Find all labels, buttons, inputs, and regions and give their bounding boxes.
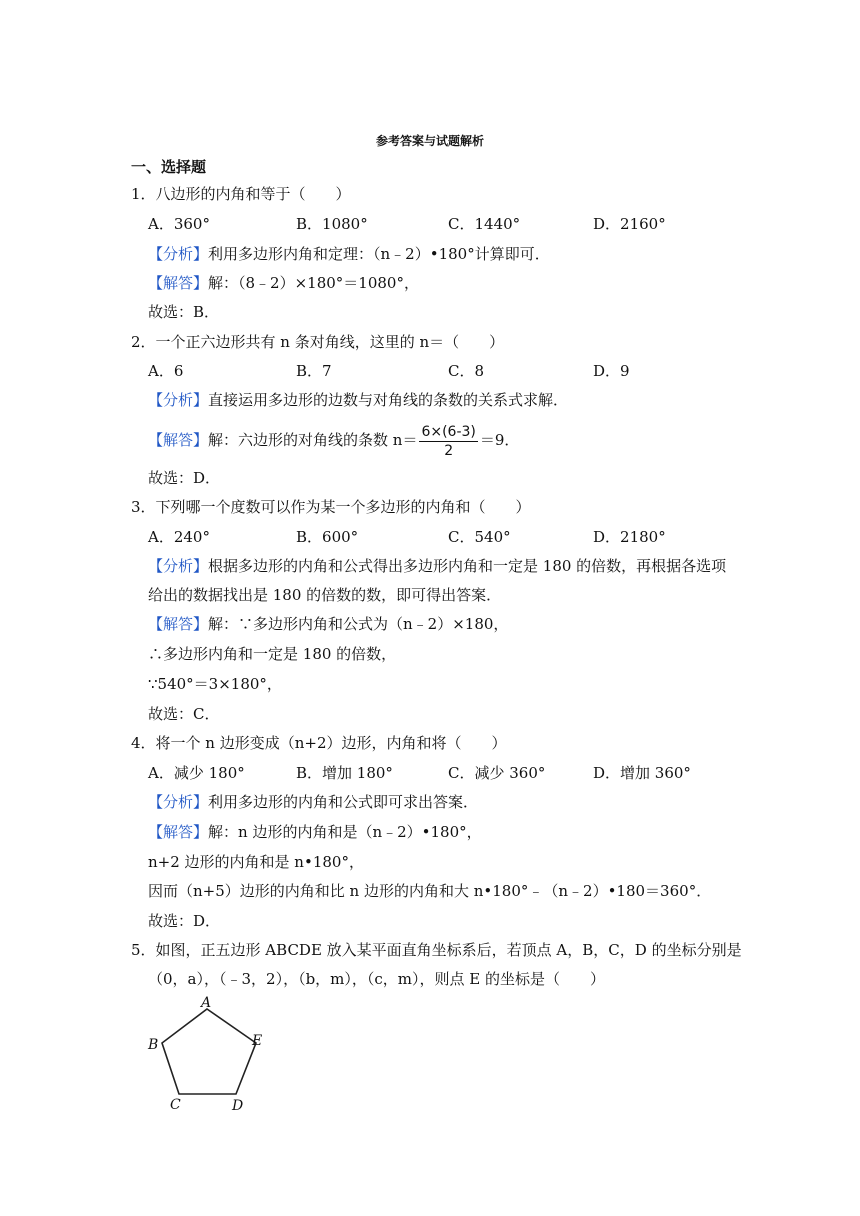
q3-option-c: C．540° — [448, 528, 511, 546]
q4-option-d: D．增加 360° — [593, 764, 691, 782]
q1-analysis-text: 利用多边形内角和定理：（n﹣2）•180°计算即可． — [208, 245, 550, 263]
question-2-stem: 2．一个正六边形共有 n 条对角线，这里的 n＝（ ） — [131, 333, 505, 351]
q1-option-d: D．2160° — [593, 215, 666, 233]
q3-choice: 故选：C． — [148, 705, 220, 723]
q1-option-a: A．360° — [148, 215, 210, 233]
q1-answer-text: 解：（8﹣2）×180°＝1080°， — [208, 274, 419, 292]
answer-tag: 【解答】 — [148, 823, 209, 841]
q2-option-c: C．8 — [448, 362, 485, 380]
q4-analysis-text: 利用多边形的内角和公式即可求出答案． — [208, 793, 479, 811]
fraction-denominator: 2 — [444, 442, 454, 459]
q4-option-b: B．增加 180° — [296, 764, 393, 782]
q2-option-d: D．9 — [593, 362, 630, 380]
question-4-stem: 4．将一个 n 边形变成（n+2）边形，内角和将（ ） — [131, 734, 507, 752]
answer-tag: 【解答】 — [148, 274, 209, 292]
fraction — [419, 423, 477, 460]
q1-option-c: C．1440° — [448, 215, 521, 233]
answer-tag: 【解答】 — [148, 615, 209, 633]
q4-answer-text: 解：n 边形的内角和是（n﹣2）•180°， — [208, 823, 482, 841]
q4-answer-line3: 因而（n+5）边形的内角和比 n 边形的内角和大 n•180°﹣（n﹣2）•180＝360°． — [148, 882, 712, 900]
answer-tag: 【解答】 — [148, 431, 209, 449]
vertex-label-e: E — [252, 1033, 263, 1049]
page-title: 参考答案与试题解析 — [375, 134, 484, 148]
vertex-label-c: C — [170, 1097, 181, 1113]
question-3-stem: 3．下列哪一个度数可以作为某一个多边形的内角和（ ） — [131, 498, 531, 516]
q1-choice: 故选：B． — [148, 303, 220, 321]
q1-option-b: B．1080° — [296, 215, 368, 233]
q2-answer-result: ＝9． — [479, 431, 520, 449]
q4-option-a: A．减少 180° — [148, 764, 245, 782]
q2-answer-text: 解：六边形的对角线的条数 n＝ — [208, 431, 418, 449]
pentagon-figure — [140, 995, 280, 1115]
analysis-tag: 【分析】 — [148, 391, 209, 409]
q3-analysis-text: 根据多边形的内角和公式得出多边形内角和一定是 180 的倍数，再根据各选项 — [208, 557, 727, 575]
q4-answer — [148, 822, 482, 842]
q3-analysis — [148, 556, 726, 576]
question-1-stem: 1．八边形的内角和等于（ ） — [131, 185, 351, 203]
q1-answer — [148, 273, 419, 293]
q3-answer — [148, 614, 508, 634]
q3-option-d: D．2180° — [593, 528, 666, 546]
section-heading: 一、选择题 — [131, 158, 207, 176]
q3-answer-line3: ∵540°＝3×180°， — [148, 675, 282, 693]
q2-analysis — [148, 390, 568, 410]
fraction-numerator: 6×(6-3) — [421, 423, 476, 440]
pentagon-shape — [162, 1009, 256, 1094]
q2-answer — [148, 420, 519, 460]
analysis-tag: 【分析】 — [148, 793, 209, 811]
q3-option-b: B．600° — [296, 528, 359, 546]
vertex-label-b: B — [148, 1037, 159, 1053]
q2-option-b: B．7 — [296, 362, 332, 380]
vertex-label-a: A — [201, 995, 212, 1011]
q3-answer-line2: ∴多边形内角和一定是 180 的倍数， — [148, 645, 397, 663]
q4-answer-line2: n+2 边形的内角和是 n•180°， — [148, 853, 364, 871]
vertex-label-d: D — [232, 1098, 244, 1114]
q2-option-a: A．6 — [148, 362, 184, 380]
question-5-stem: 5．如图，正五边形 ABCDE 放入某平面直角坐标系后，若顶点 A，B，C，D 的坐标分别是 — [131, 941, 742, 959]
analysis-tag: 【分析】 — [148, 245, 209, 263]
q3-option-a: A．240° — [148, 528, 210, 546]
question-5-stem-cont: （0，a），（﹣3，2），（b，m），（c，m），则点 E 的坐标是（ ） — [148, 970, 606, 988]
q2-analysis-text: 直接运用多边形的边数与对角线的条数的关系式求解． — [208, 391, 569, 409]
q1-analysis — [148, 244, 550, 264]
analysis-tag: 【分析】 — [148, 557, 209, 575]
q4-choice: 故选：D． — [148, 912, 221, 930]
q3-answer-text: 解：∵多边形内角和公式为（n﹣2）×180， — [208, 615, 509, 633]
q2-choice: 故选：D． — [148, 469, 221, 487]
q3-analysis-cont: 给出的数据找出是 180 的倍数的数，即可得出答案． — [148, 586, 502, 604]
q4-option-c: C．减少 360° — [448, 764, 546, 782]
q4-analysis — [148, 792, 478, 812]
